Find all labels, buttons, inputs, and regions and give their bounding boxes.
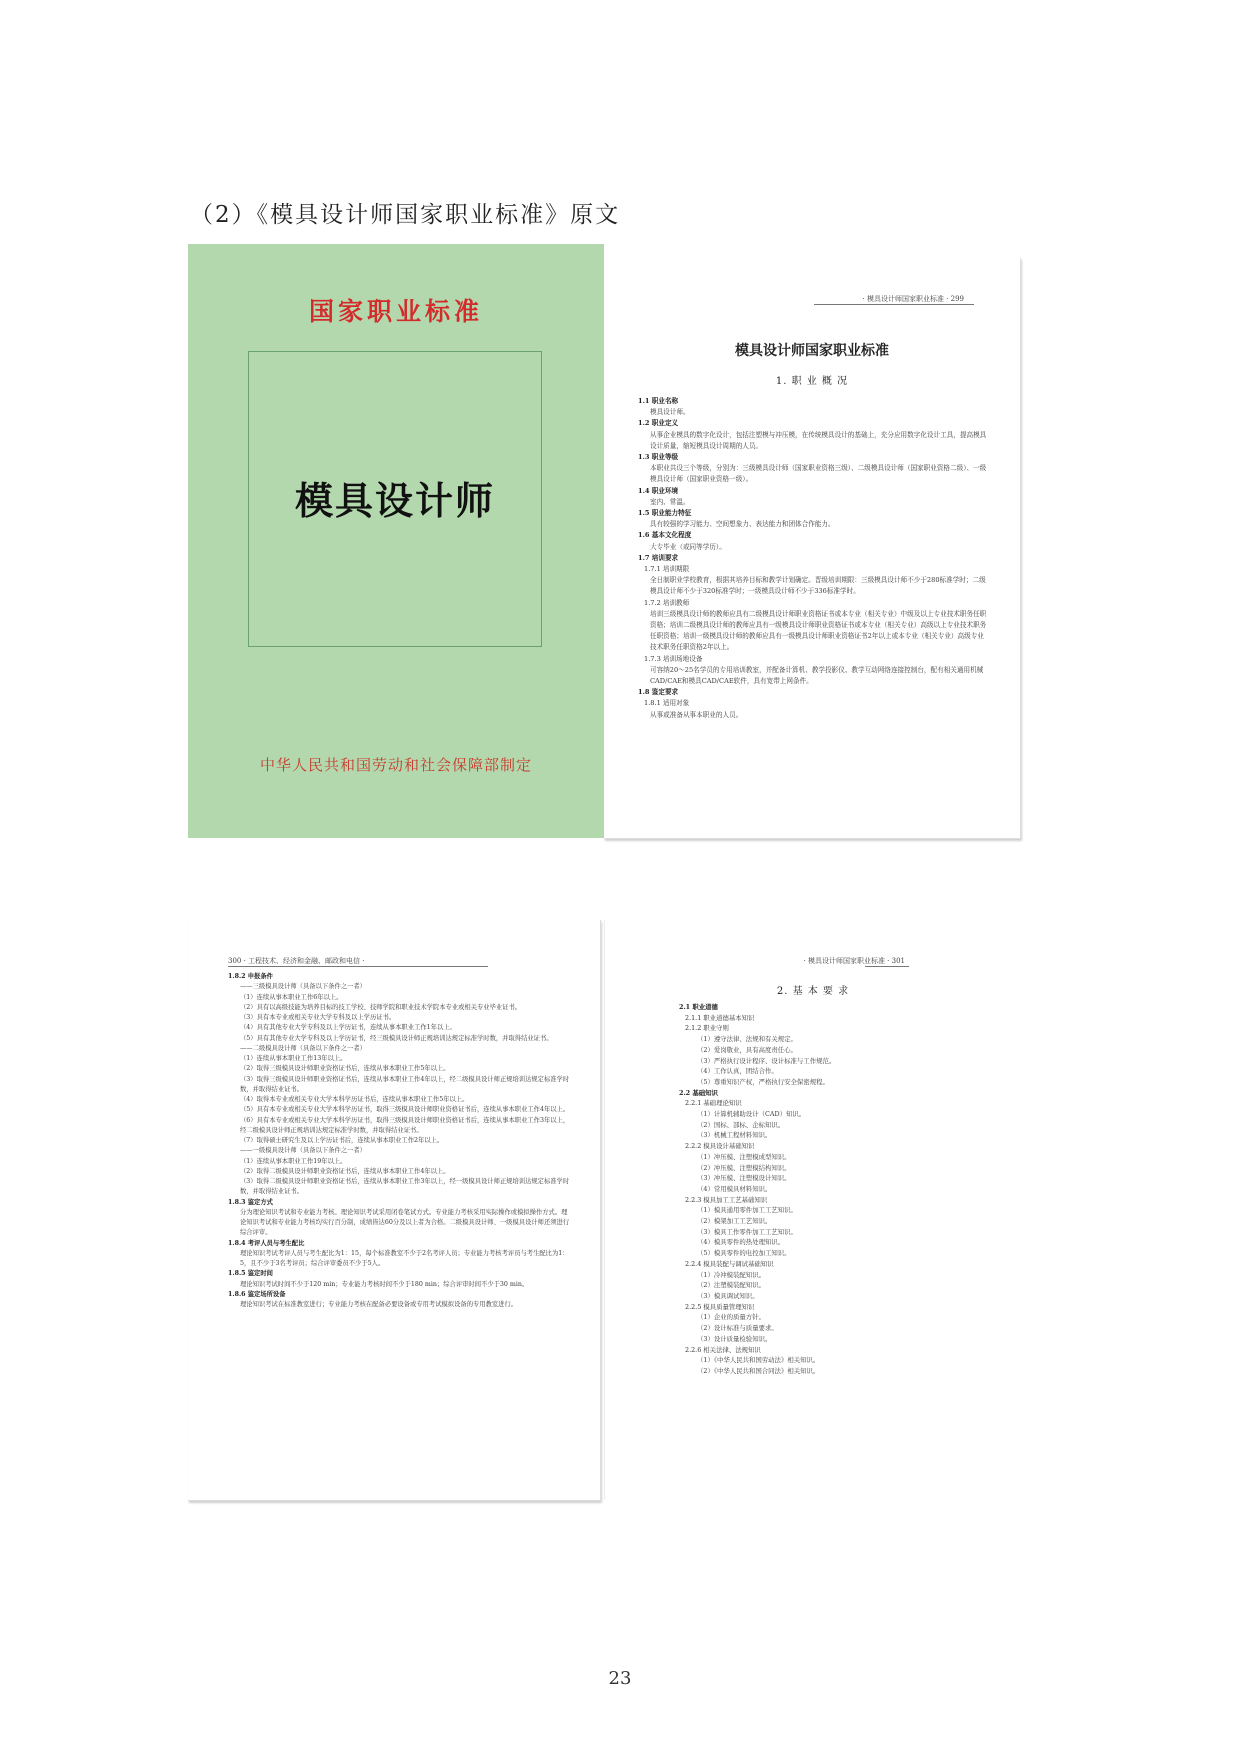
text-line: （3）严格执行设计程序、设计标准与工作规范。 — [697, 1056, 836, 1065]
section-title: 1. 职 业 概 况 — [775, 376, 849, 387]
text-line: （3）模具调试知识。 — [697, 1291, 759, 1300]
section-heading: 1.8.4 考评人员与考生配比 — [228, 1239, 305, 1247]
figure-caption: （2）《模具设计师国家职业标准》原文 — [190, 202, 621, 228]
subsection-heading: 2.2.5 模具质量管理知识 — [685, 1302, 755, 1311]
text-line: 理论知识考试时间不少于120 min；专业能力考核时间不少于180 min；综合评审时间不少于30 min。 — [240, 1280, 529, 1288]
text-line: （1）计算机辅助设计（CAD）知识。 — [697, 1110, 806, 1119]
text-line: （2）取得三级模具设计师职业资格证书后，连续从事本职业工作5年以上。 — [240, 1065, 450, 1073]
section-heading: 2.1 职业道德 — [679, 1003, 718, 1011]
text-line: （5）具有其他专业大学专科及以上学历证书，经三级模具设计师正规培训达规定标准学时数，并取得结业证书。 — [240, 1034, 553, 1042]
text-line: （1）遵守法律、法规和有关规定。 — [697, 1035, 797, 1044]
running-head: 300 · 工程技术、经济和金融、邮政和电信 · — [228, 957, 365, 965]
standard-title: 模具设计师国家职业标准 — [735, 343, 889, 359]
text-line: （5）具有本专业或相关专业大学本科学历证书，取得三级模具设计师职业资格证书后，连续从事本职业工作4年以上。 — [240, 1106, 570, 1114]
section-heading: 1.2 职业定义 — [638, 419, 679, 428]
page-number: 23 — [608, 1668, 632, 1689]
text-line: （1）《中华人民共和国劳动法》相关知识。 — [697, 1356, 820, 1365]
section-heading: 1.8.6 鉴定场所设备 — [228, 1290, 286, 1298]
section-heading: 1.8.2 申报条件 — [228, 973, 273, 980]
subsection-heading: 2.2.2 模具设计基础知识 — [685, 1142, 755, 1151]
text-line: 从事或准备从事本职业的人员。 — [650, 710, 743, 719]
text-line: （3）具有本专业或相关专业大学专科及以上学历证书。 — [240, 1014, 396, 1021]
text-line: （2）国标、部标、企标知识。 — [697, 1120, 785, 1129]
section-heading: 1.1 职业名称 — [638, 397, 679, 405]
subsection-heading: 2.1.1 职业道德基本知识 — [685, 1013, 755, 1022]
cover-header: 国家职业标准 — [308, 297, 483, 326]
subsection-heading: 2.2.1 基础理论知识 — [685, 1099, 742, 1108]
cover-image — [188, 244, 604, 838]
text-line: （3）冲压模、注塑模设计知识。 — [697, 1174, 791, 1183]
text-line: （5）尊重知识产权，严格执行安全保密规程。 — [697, 1077, 829, 1086]
section-heading: 1.8.5 鉴定时间 — [228, 1270, 273, 1278]
cover-publisher: 中华人民共和国劳动和社会保障部制定 — [259, 756, 532, 774]
text-line: 可容纳20～25名学员的专用培训教室，并配备计算机、教学投影仪、教学互动网络连接控制台，配有相关通用机械CAD/CAE和模具CAD/CAE软件，具有宽带上网条件。 — [650, 665, 984, 686]
subsection-heading: 1.7.3 培训场地设备 — [644, 654, 703, 663]
section-title: 2. 基 本 要 求 — [776, 986, 850, 997]
text-line: 本职业共设三个等级，分别为：三级模具设计师（国家职业资格三级）、二级模具设计师（国家职业资格二级）、一级模具设计师（国家职业资格一级）。 — [650, 464, 987, 484]
section-heading: 1.3 职业等级 — [638, 453, 679, 462]
text-line: ——三级模具设计师（具备以下条件之一者） — [240, 983, 366, 991]
section-heading: 1.7 培训要求 — [638, 553, 679, 562]
text-line: （4）取得本专业或相关专业大学本科学历证书后，连续从事本职业工作5年以上。 — [240, 1096, 469, 1103]
text-line: （2）设计标准与质量要求。 — [697, 1324, 778, 1333]
text-line: （2）《中华人民共和国合同法》相关知识。 — [697, 1366, 820, 1375]
document-page-300 — [188, 920, 601, 1501]
section-heading: 1.5 职业能力特征 — [638, 509, 692, 518]
section-heading: 1.6 基本文化程度 — [638, 531, 692, 540]
text-line: （2）注塑模装配知识。 — [697, 1281, 765, 1290]
header-rule — [865, 966, 909, 967]
text-line: （3）设计质量检验知识。 — [697, 1334, 772, 1343]
text-line: （1）企业的质量方针。 — [697, 1313, 765, 1322]
subsection-heading: 1.8.1 适用对象 — [644, 699, 690, 708]
text-line: 理论知识考试在标准教室进行；专业能力考核在配备必要设备或专用考试模拟设备的专用教室进行。 — [240, 1301, 518, 1308]
text-line: （1）模具通用零件加工工艺知识。 — [697, 1206, 797, 1215]
subsection-heading: 2.2.3 模具加工工艺基础知识 — [685, 1195, 768, 1204]
text-line: （6）具有本专业或相关专业大学本科学历证书，取得三级模具设计师职业资格证书后，连续从事本职业工作3年以上，经二级模具设计师正规培训达规定标准学时数，并取得结业证书。 — [240, 1116, 570, 1134]
text-line: （1）冲压模、注塑模成型知识。 — [697, 1152, 791, 1161]
section-heading: 1.4 职业环境 — [638, 486, 679, 495]
text-line: （4）具有其他专业大学专科及以上学历证书，连续从事本职业工作1年以上。 — [240, 1024, 456, 1032]
section-heading: 1.8.3 鉴定方式 — [228, 1198, 273, 1206]
text-line: （3）取得二级模具设计师职业资格证书后，连续从事本职业工作3年以上，经一级模具设计师正规培训达规定标准学时数，并取得结业证书。 — [240, 1178, 570, 1196]
subsection-heading: 1.7.1 培训期限 — [644, 565, 690, 574]
page-body — [228, 972, 572, 1310]
document-page-301 — [604, 920, 1021, 1500]
text-line: （4）模具零件的热处理知识。 — [697, 1238, 785, 1247]
text-line: （5）模具零件的电控加工知识。 — [697, 1249, 791, 1258]
cover-title-frame — [248, 351, 542, 647]
text-line: （1）连续从事本职业工作6年以上。 — [240, 993, 343, 1001]
text-line: （2）模架加工工艺知识。 — [697, 1217, 772, 1226]
subsection-heading: 2.1.2 职业守则 — [685, 1024, 729, 1033]
section-heading: 1.8 鉴定要求 — [638, 688, 679, 697]
text-line: （7）取得硕士研究生及以上学历证书后，连续从事本职业工作2年以上。 — [240, 1137, 444, 1144]
running-head: · 模具设计师国家职业标准 · 299 — [862, 295, 964, 303]
text-line: （3）模具工作零件加工工艺知识。 — [697, 1227, 797, 1236]
text-line: （1）冷冲模装配知识。 — [697, 1270, 765, 1279]
text-line: （4）工作认真，团结合作。 — [697, 1067, 778, 1076]
subsection-heading: 2.2.4 模具装配与调试基础知识 — [685, 1259, 774, 1268]
text-line: （3）机械工程材料知识。 — [697, 1131, 772, 1140]
text-line: 理论知识考试考评人员与考生配比为1：15，每个标准教室不少于2名考评人员；专业能力考核考评员与考生配比为1：5，且不少于3名考评员；综合评审委员不少于5人。 — [240, 1249, 569, 1267]
text-line: 从事企业模具的数字化设计，包括注塑模与冲压模，在传统模具设计的基础上，充分应用数字化设计工具，提高模具设计质量，缩短模具设计周期的人员。 — [650, 430, 987, 450]
text-line: 大专毕业（或同等学历）。 — [650, 542, 726, 551]
text-line: （3）取得三级模具设计师职业资格证书后，连续从事本职业工作4年以上，经二级模具设计师正规培训达规定标准学时数，并取得结业证书。 — [240, 1075, 570, 1093]
header-rule — [228, 966, 488, 967]
text-line: 具有较强的学习能力、空间想象力、表达能力和团体合作能力。 — [650, 520, 835, 529]
subsection-heading: 2.2.6 相关法律、法规知识 — [685, 1345, 761, 1354]
text-line: （2）冲压模、注塑模结构知识。 — [697, 1163, 791, 1172]
text-line: （4）常用模具材料知识。 — [697, 1184, 772, 1193]
cover-title: 模具设计师 — [294, 478, 495, 523]
text-line: （2）具有以高级技能为培养目标的技工学校、技师学院和职业技术学院本专业或相关专业毕业证书。 — [240, 1003, 522, 1011]
text-line: 培训三级模具设计师的教师应具有二级模具设计师职业资格证书或本专业（相关专业）中级及以上专业技术职务任职资格；培训二级模具设计师的教师应具有一级模具设计师职业资格证书或本专业（相关专业）高级以上专业技术职务任职资格；培训一级模具设计师的教师应具有一级模具设计师职业资格证书2年以上或本专业（相关专业）高级专业技术职务任职资格2年以上。 — [650, 609, 987, 652]
text-line: 室内、常温。 — [650, 497, 690, 506]
text-line: ——一级模具设计师（具备以下条件之一者） — [240, 1147, 366, 1155]
header-rule — [814, 304, 974, 305]
text-line: （2）爱岗敬业，具有高度责任心。 — [697, 1045, 797, 1054]
text-line: （2）取得二级模具设计师职业资格证书后，连续从事本职业工作4年以上。 — [240, 1167, 450, 1175]
subsection-heading: 1.7.2 培训教师 — [644, 598, 690, 607]
text-line: 分为理论知识考试和专业能力考核。理论知识考试采用闭卷笔试方式。专业能力考核采用实际操作或模拟操作方式。理论知识考试和专业能力考核均实行百分制，成绩皆达60分及以上者为合格。二级模具设计师、一级模具设计师还须进行综合评审。 — [240, 1208, 570, 1237]
text-line: 全日制职业学校教育，根据其培养目标和教学计划确定。晋级培训期限：三级模具设计师不少于280标准学时；二级模具设计师不少于320标准学时；一级模具设计师不少于336标准学时。 — [650, 576, 986, 596]
page-body — [679, 1002, 913, 1377]
page-body — [638, 396, 990, 721]
text-line: （1）连续从事本职业工作19年以上。 — [240, 1157, 347, 1165]
section-heading: 2.2 基础知识 — [679, 1088, 718, 1097]
text-line: ——二级模具设计师（具备以下条件之一者） — [240, 1044, 366, 1052]
text-line: （1）连续从事本职业工作13年以上。 — [240, 1055, 347, 1062]
document-page-299 — [604, 258, 1021, 839]
text-line: 模具设计师。 — [650, 408, 690, 417]
running-head: · 模具设计师国家职业标准 · 301 — [803, 957, 905, 965]
